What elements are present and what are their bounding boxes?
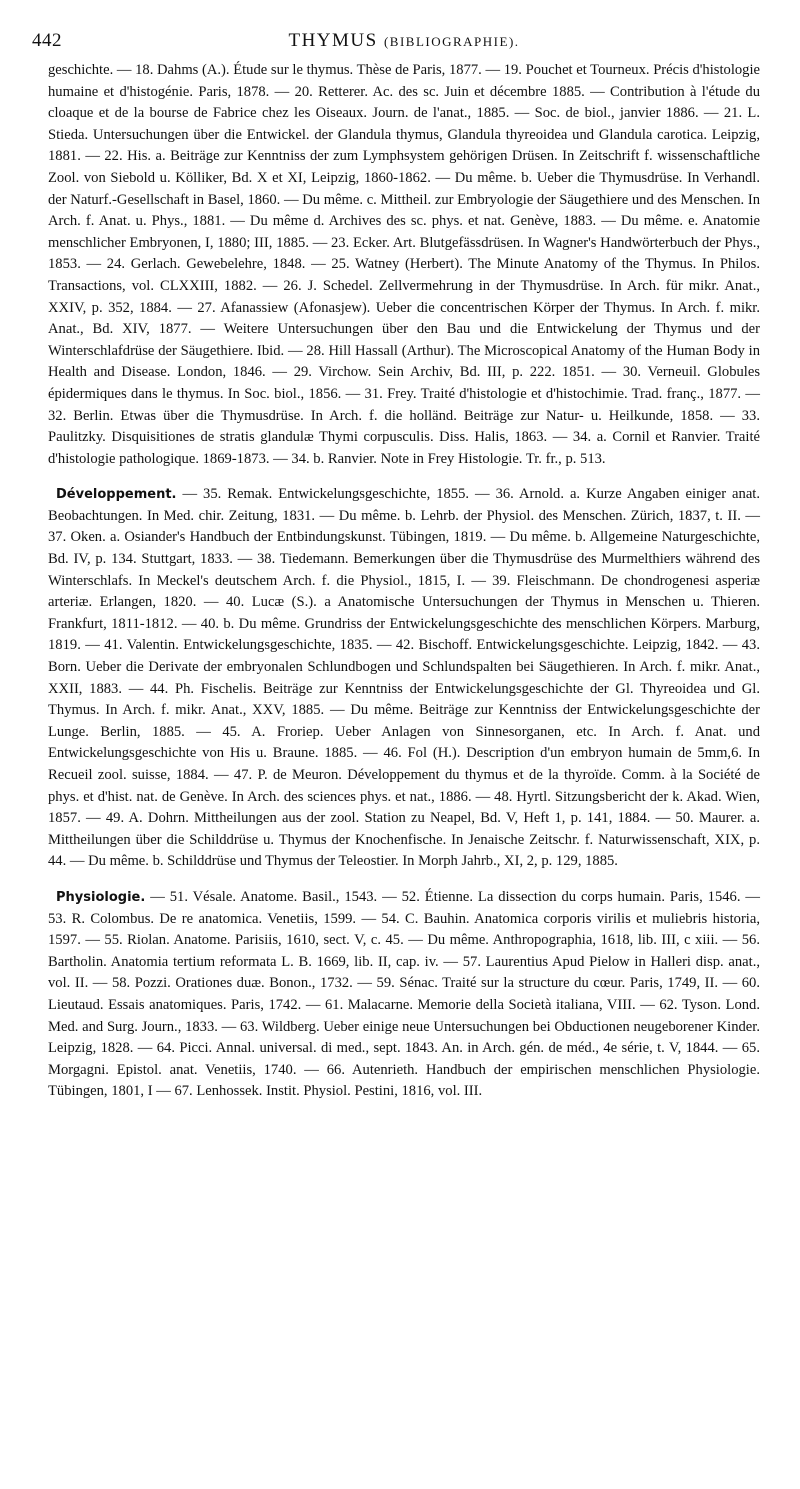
running-head: [48, 30, 760, 52]
running-head-subtitle: (BIBLIOGRAPHIE).: [383, 34, 520, 49]
bibliography-section-physiology: [48, 887, 760, 1103]
bibliography-section-anatomy: [48, 60, 760, 470]
section-text: — 51. Vésale. Anatome. Basil., 1543. — 52. Étienne. La dissection du corps humain. Paris, 1546. — 53. R. Colombus. De re anatomica. Venetiis, 1599. — 54. C. Bauhin. Anatomica corporis virilis et muliebris historia, 1597. — 55. Riolan. Anatome. Parisiis, 1610, sect. V, c. 45. — Du même. Anthropographia, 1618, lib. III, c xiii. — 56. Bartholin. Anatomia tertium reformata L. B. 1669, lib. II, cap. iv. — 57. Laurentius Apud Pielow in Halleri disp. anat., vol. II. — 58. Pozzi. Orationes duæ. Bonon., 1732. — 59. Sénac. Traité sur la structure du cœur. Paris, 1749, II. — 60. Lieutaud. Essais anatomiques. Paris, 1742. — 61. Malacarne. Memorie della Società italiana, VIII. — 62. Tyson. Lond. Med. and Surg. Journ., 1833. — 63. Wildberg. Ueber einige neue Untersuchungen bei Obductionen neugeborener Kinder. Leipzig, 1828. — 64. Picci. Annal. universal. di med., sept. 1843. An. in Arch. gén. de méd., 4e série, t. V, 1844. — 65. Morgagni. Epistol. anat. Venetiis, 1740. — 66. Autenrieth. Handbuch der empirischen menschlichen Physiologie. Tübingen, 1801, I — 67. Lenhossek. Instit. Physiol. Pestini, 1816, vol. III.: [48, 888, 760, 1100]
section-text: geschichte. — 18. Dahms (A.). Étude sur le thymus. Thèse de Paris, 1877. — 19. Pouchet et Tourneux. Précis d'histologie humaine et d'histogénie. Paris, 1878. — 20. Retterer. Ac. des sc. Juin et décembre 1885. — Contribution à l'étude du cloaque et de la bourse de Fabrice chez les Oiseaux. Journ. de l'anat., 1885. — Soc. de biol., janvier 1886. — 21. L. Stieda. Untersuchungen über die Entwickel. der Glandula thymus, Glandula thyreoidea und Glandula carotica. Leipzig, 1881. — 22. His. a. Beiträge zur Kenntniss der zum Lymphsystem gehörigen Drüsen. In Zeitschrift f. wissenschaftliche Zool. von Siebold u. Kölliker, Bd. X et XI, Leipzig, 1860-1862. — Du même. b. Ueber die Thymusdrüse. In Verhandl. der Naturf.-Gesellschaft in Basel, 1860. — Du même. c. Mittheil. zur Embryologie der Säugethiere und des Menschen. In Arch. f. Anat. u. Phys., 1881. — Du même d. Archives des sc. phys. et nat. Genève, 1883. — Du même. e. Anatomie menschlicher Embryonen, I, 1880; III, 1885. — 23. Ecker. Art. Blutgefässdrüsen. In Wagner's Handwörterbuch der Phys., 1853. — 24. Gerlach. Gewebelehre, 1848. — 25. Watney (Herbert). The Minute Anatomy of the Thymus. In Philos. Transactions, vol. CLXXIII, 1882. — 26. J. Schedel. Zellvermehrung in der Thymusdrüse. In Arch. für mikr. Anat., XXIV, p. 352, 1884. — 27. Afanassiew (Afonasjew). Ueber die concentrischen Körper der Thymus. In Arch. f. mikr. Anat., Bd. XIV, 1877. — Weitere Untersuchungen über den Bau und die Entwickelung der Thymus und der Winterschlafdrüse der Säugethiere. Ibid. — 28. Hill Hassall (Arthur). The Microscopical Anatomy of the Human Body in Health and Disease. London, 1846. — 29. Virchow. Sein Archiv, Bd. III, p. 222. 1851. — 30. Verneuil. Globules épidermiques dans le thymus. In Soc. biol., 1856. — 31. Frey. Traité d'histologie et d'histochimie. Trad. franç., 1877. — 32. Berlin. Etwas über die Thymusdrüse. In Arch. f. die holländ. Beiträge zur Natur- u. Heilkunde, 1858. — 33. Paulitzky. Disquisitiones de stratis glandulæ Thymi corpusculis. Diss. Halis, 1863. — 34. a. Cornil et Ranvier. Traité d'histologie pathologique. 1869-1873. — 34. b. Ranvier. Note in Frey Histologie. Tr. fr., p. 513.: [48, 62, 760, 467]
page-number: 442: [32, 30, 62, 51]
section-heading-development: Développement.: [56, 487, 177, 503]
bibliography-page: [32, 30, 760, 1103]
section-text: — 35. Remak. Entwickelungsgeschichte, 1855. — 36. Arnold. a. Kurze Angaben einiger anat. Beobachtungen. In Med. chir. Zeitung, 1831. — Du même. b. Lehrb. der Physiol. des Menschen. Zürich, 1837, t. II. — 37. Oken. a. Osiander's Handbuch der Entbindungskunst. Tübingen, 1819. — Du même. b. Allgemeine Naturgeschichte, Bd. IV, p. 134. Stuttgart, 1833. — 38. Tiedemann. Bemerkungen über die Thymusdrüse des Murmelthiers während des Winterschlafs. In Meckel's deutschem Arch. f. die Physiol., 1815, I. — 39. Fleischmann. De chondrogenesi asperiæ arteriæ. Erlangen, 1820. — 40. Lucæ (S.). a Anatomische Untersuchungen der Thymus in Menschen u. Thieren. Frankfurt, 1811-1812. — 40. b. Du même. Grundriss der Entwickelungsgeschichte des menschlichen Körpers. Marburg, 1819. — 41. Valentin. Entwickelungsgeschichte, 1835. — 42. Bischoff. Entwickelungsgeschichte. Leipzig, 1842. — 43. Born. Ueber die Derivate der embryonalen Schlundbogen und Schlundspalten bei Säugethieren. In Arch. f. mikr. Anat., XXII, 1883. — 44. Ph. Fischelis. Beiträge zur Kenntniss der Entwickelungsgeschichte der Gl. Thyreoidea und Gl. Thymus. In Arch. f. mikr. Anat., XXV, 1885. — Du même. Beiträge zur Kenntniss der Entwickelungsgeschichte der Lunge. Berlin, 1885. — 45. A. Froriep. Ueber Anlagen von Sinnesorganen, etc. In Arch. f. Anat. und Entwickelungsgeschichte von His u. Braune. 1885. — 46. Fol (H.). Description d'un embryon humain de 5mm,6. In Recueil zool. suisse, 1884. — 47. P. de Meuron. Développement du thymus et de la thyroïde. Comm. à la Société de phys. et d'hist. nat. de Genève. In Arch. des sciences phys. et nat., 1886. — 48. Hyrtl. Sitzungsbericht der k. Akad. Wien, 1857. — 49. A. Dohrn. Mittheilungen aus der zool. Station zu Neapel, Bd. V, Heft 1, p. 141, 1884. — 50. Maurer. a. Mittheilungen über die Schilddrüse u. Thymus der Knochenfische. In Jenaische Zeitschr. f. Naturwissenschaft, XIX, p. 44. — Du même. b. Schilddrüse und Thymus der Teleostier. In Morph Jahrb., XI, 2, p. 129, 1885.: [48, 486, 760, 870]
bibliography-section-development: [48, 484, 760, 873]
section-heading-physiology: Physiologie.: [56, 889, 146, 905]
page-header: [32, 30, 760, 56]
running-head-title: THYMUS: [288, 30, 378, 51]
